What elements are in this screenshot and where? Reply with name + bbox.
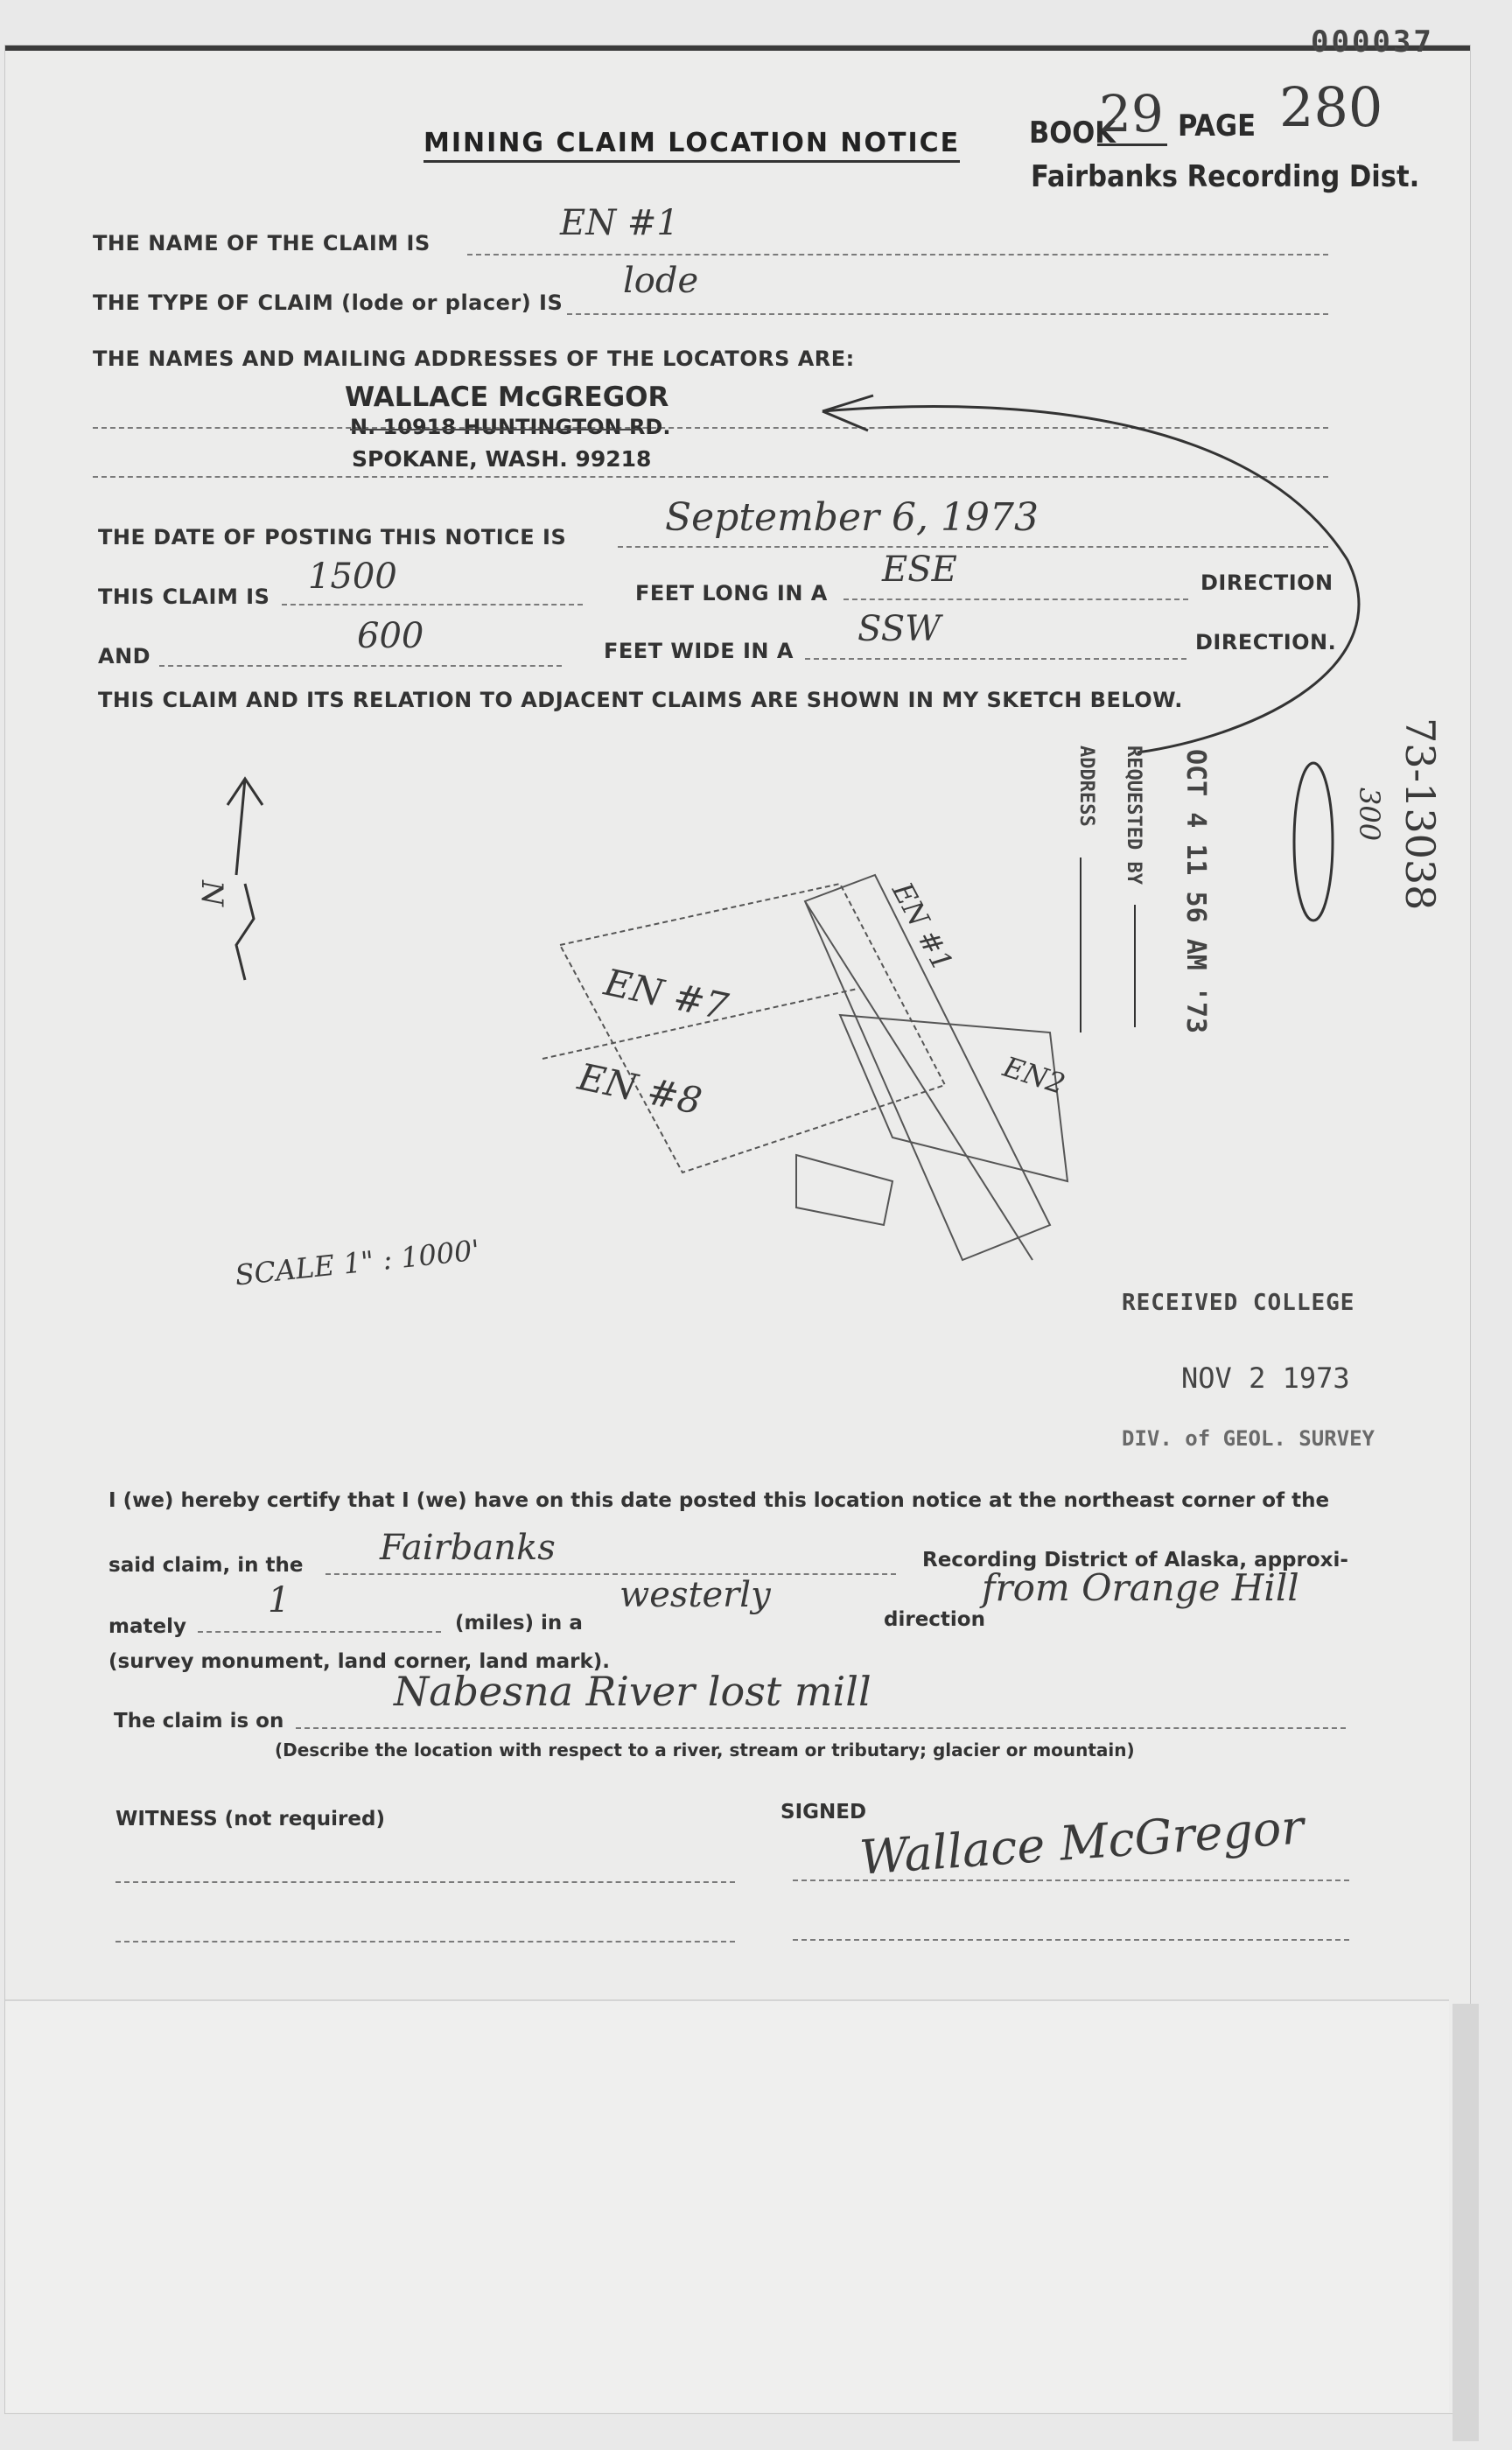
signature: Wallace McGregor [858,1799,1306,1886]
miles-label: (miles) in a [455,1612,583,1634]
locator-street: N. 10918 HUNTINGTON RD. [350,415,671,439]
street-strikethrough [350,429,639,430]
long-direction-value: ESE [882,550,957,590]
recording-district-label: Recording District of Alaska, approxi- [922,1549,1348,1572]
locator-city: SPOKANE, WASH. 99218 [352,446,652,472]
length-value: 1500 [308,556,397,597]
received-stamp: RECEIVED COLLEGE [1122,1290,1355,1316]
received-date: NOV 2 1973 [1181,1362,1350,1395]
sketch-claim-en7: EN #7 [600,960,732,1029]
sketch-label: THIS CLAIM AND ITS RELATION TO ADJACENT CLAIMS ARE SHOWN IN MY SKETCH BELOW. [98,688,1183,712]
width-line [159,665,562,667]
feet-wide-label: FEET WIDE IN A [604,639,794,663]
mately-label: mately [108,1615,186,1638]
signature-line-2 [793,1939,1349,1941]
claim-on-line [296,1727,1346,1729]
paper-fold [5,1999,1449,2412]
sketch-claim-en8: EN #8 [574,1054,706,1124]
witness-label: WITNESS (not required) [116,1808,385,1830]
length-line [282,604,583,606]
book-number: 29 [1099,84,1164,144]
locators-label: THE NAMES AND MAILING ADDRESSES OF THE LOCATORS ARE: [93,346,855,371]
length-label: THIS CLAIM IS [98,584,270,609]
annotation-arrow [770,385,1435,770]
width-value: 600 [357,616,424,656]
distance-line [198,1631,441,1633]
page-number: 280 [1279,75,1383,139]
address-label: ADDRESS [1075,746,1097,827]
requested-by-label: REQUESTED BY [1123,746,1144,885]
fee-circle [1283,754,1344,929]
address-line [1080,858,1082,1032]
claim-name-line [467,254,1328,256]
claim-on-label: The claim is on [114,1710,284,1732]
claim-on-value: Nabesna River lost mill [394,1668,872,1715]
page-label: PAGE [1178,108,1256,144]
sketch-corner-label: EN2 [998,1049,1069,1102]
witness-line-1 [116,1881,735,1883]
feet-long-label: FEET LONG IN A [635,581,828,606]
district-line [326,1573,896,1575]
sketch-claim-en1: EN #1 [886,877,960,976]
direction-label-1: DIRECTION [1200,570,1334,595]
division-stamp: DIV. of GEOL. SURVEY [1122,1426,1375,1451]
said-claim-label: said claim, in the [108,1554,304,1577]
claim-type-line [567,313,1328,315]
serial-number: 73-13038 [1396,718,1444,911]
recording-district: Fairbanks Recording Dist. [1031,159,1420,194]
survey-note: (survey monument, land corner, land mark). [108,1650,611,1673]
recorder-date-stamp: OCT 4 11 56 AM '73 [1180,749,1211,1034]
claim-name-label: THE NAME OF THE CLAIM IS [93,231,430,256]
direction-value: westerly [620,1575,771,1615]
direction-label: direction [884,1608,985,1631]
book-underline [1097,144,1167,146]
certify-line-1: I (we) hereby certify that I (we) have on this date posted this location notice at the northeast corner of the [108,1489,1330,1512]
north-arrow-label: N [194,880,229,906]
signed-label: SIGNED [780,1801,867,1824]
claim-name-value: EN #1 [560,203,679,243]
page-title: MINING CLAIM LOCATION NOTICE [424,128,960,163]
locator-name: WALLACE McGREGOR [345,382,669,413]
direction-label-2: DIRECTION. [1195,630,1337,654]
sketch-scale: SCALE 1" : 1000' [233,1233,481,1292]
witness-line-2 [116,1941,735,1942]
claim-type-value: lode [623,261,699,301]
distance-value: 1 [268,1580,290,1620]
describe-note: (Describe the location with respect to a river, stream or tributary; glacier or mountain) [275,1740,1135,1760]
scan-edge [1452,2004,1479,2441]
and-label: AND [98,644,151,668]
document-number: 000037 [1311,24,1434,60]
claim-type-label: THE TYPE OF CLAIM (lode or placer) IS [93,290,564,315]
district-value: Fairbanks [380,1528,556,1568]
book-label: BOOK [1029,116,1116,150]
posting-date-label: THE DATE OF POSTING THIS NOTICE IS [98,525,567,550]
wide-direction-value: SSW [858,609,942,649]
requested-by-line [1134,905,1136,1027]
fee-value: 300 [1353,788,1386,842]
posting-date-value: September 6, 1973 [665,495,1039,540]
landmark-value: from Orange Hill [982,1566,1299,1609]
